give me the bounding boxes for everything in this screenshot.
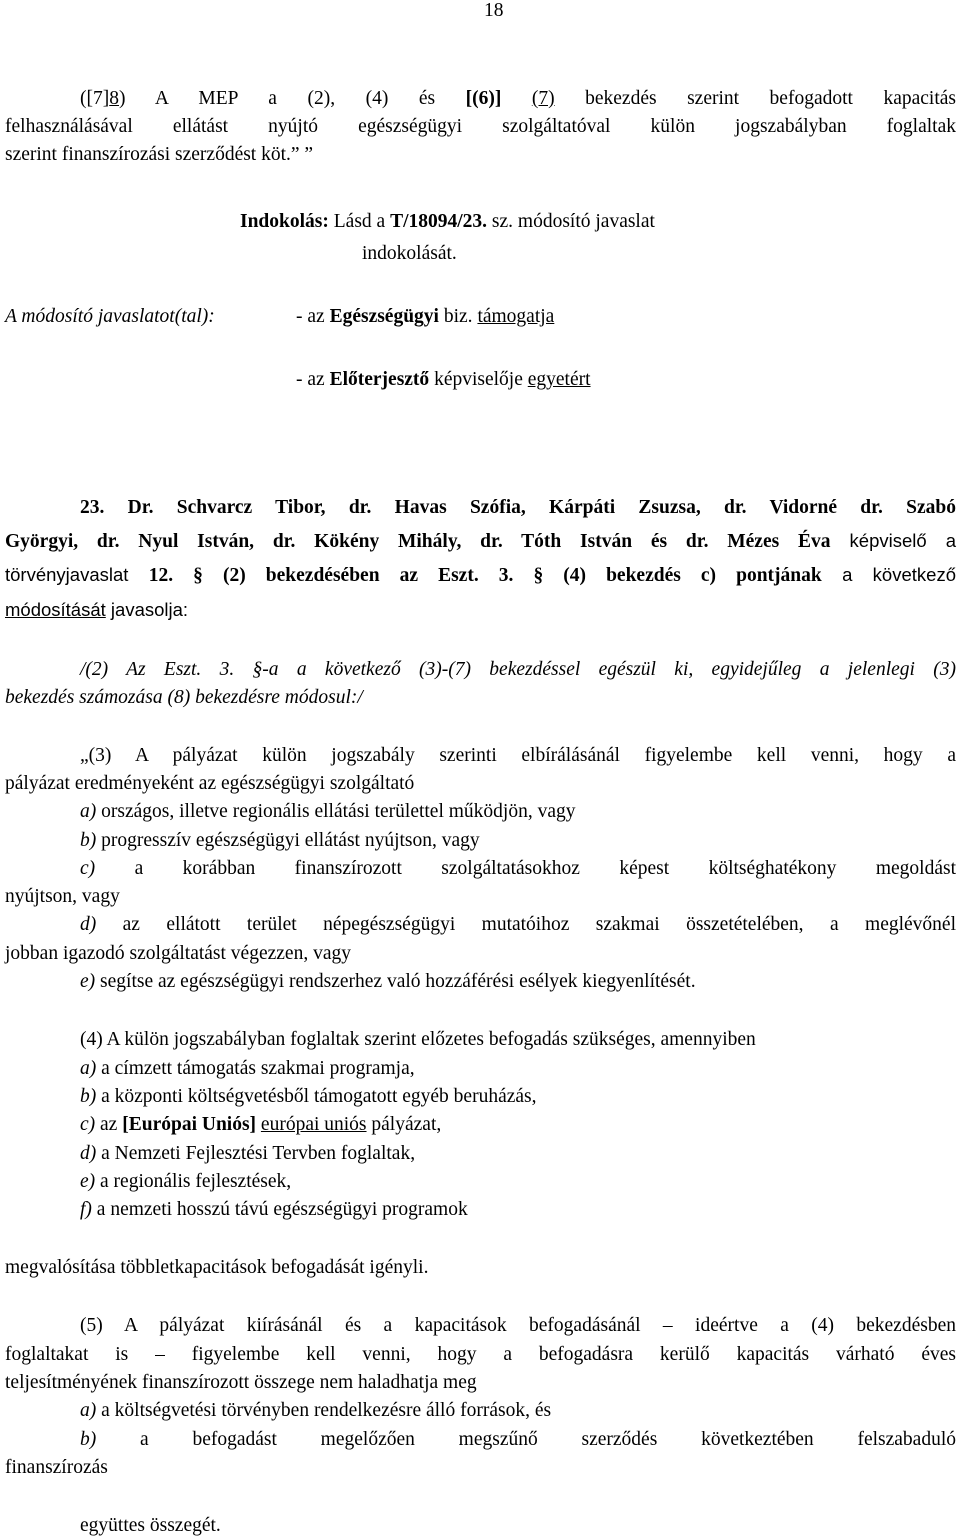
section-3-line: pályázat eredményeként az egészségügyi szolgáltató (5, 773, 415, 794)
text-run: javasolja: (105, 599, 189, 620)
section-5-line: teljesítményének finanszírozott összege nem haladhatja meg (5, 1372, 477, 1393)
list-text: a költségvetési törvényben rendelkezésre álló források, és (96, 1400, 552, 1421)
bill-reference: 12. § (2) bekezdésében az Eszt. 3. § (4) bekezdés c) pontjának (148, 565, 822, 586)
list-item-e (80, 971, 696, 993)
submitter-name: Előterjesztő (329, 369, 430, 390)
list-item-b (80, 1086, 537, 1108)
list-text: a címzett támogatás szakmai programja, (96, 1058, 415, 1079)
amendment-heading-line (5, 564, 956, 587)
list-marker: a) (80, 1400, 97, 1421)
list-marker: c) (80, 858, 96, 879)
deleted-text: [Európai Uniós] (122, 1114, 257, 1135)
section-5-line: (5) A pályázat kiírásánál és a kapacitások befogadásánál – ideértve a (4) bekezdésben (80, 1315, 956, 1336)
amendment-heading-line (5, 599, 188, 622)
list-item-b-continued: finanszírozás (5, 1457, 108, 1478)
page-number: 18 (484, 0, 504, 21)
list-item-b (80, 1429, 956, 1451)
paragraph-line (80, 88, 956, 110)
position-value: támogatja (477, 306, 555, 327)
list-text: az ellátott terület népegészségügyi mutatóihoz szakmai összetételében, a meglévőnél (96, 914, 956, 935)
list-text: a regionális fejlesztések, (95, 1171, 292, 1192)
text-run: képviselő a (830, 530, 956, 551)
list-text: országos, illetve regionális ellátási területtel működjön, vagy (96, 801, 576, 822)
section-4-closing: megvalósítása többletkapacitások befogadását igényli. (5, 1257, 429, 1278)
text-run: sz. módosító javaslat (487, 211, 655, 232)
text-run: biz. (438, 306, 478, 327)
list-marker: a) (80, 801, 97, 822)
paragraph-line: felhasználásával ellátást nyújtó egészségügyi szolgáltatóval külön jogszabályban foglaltak (5, 116, 956, 137)
list-item-a (80, 1058, 415, 1080)
list-marker: a) (80, 1058, 97, 1079)
text-run: - az (296, 369, 330, 390)
list-marker: d) (80, 914, 97, 935)
text-run: törvényjavaslat (5, 564, 149, 585)
text-run: képviselője (429, 369, 528, 390)
list-text: pályázat, (366, 1114, 442, 1135)
list-marker: d) (80, 1143, 97, 1164)
inserted-text: 8 (109, 88, 119, 109)
paragraph-line: szerint finanszírozási szerződést köt.” ” (5, 144, 314, 165)
list-text: a korábban finanszírozott szolgáltatásokhoz képest költséghatékony megoldást (95, 858, 956, 879)
editorial-note-line: bekezdés számozása (8) bekezdésre módosul:/ (5, 687, 363, 708)
list-item-a (80, 801, 576, 823)
sponsor-names: Györgyi, dr. Nyul István, dr. Kökény Mihály, dr. Tóth István és dr. Mézes Éva (5, 531, 831, 552)
list-item-d-continued: jobban igazodó szolgáltatást végezzen, vagy (5, 943, 351, 964)
section-5-closing: együttes összegét. (80, 1515, 221, 1536)
list-item-c-continued: nyújtson, vagy (5, 886, 120, 907)
text-run: a következő (821, 564, 956, 585)
list-text: a befogadást megelőzően megszűnő szerződés következtében felszabaduló (96, 1429, 956, 1450)
list-text: a Nemzeti Fejlesztési Tervben foglaltak, (96, 1143, 416, 1164)
list-marker: e) (80, 971, 96, 992)
text-run: ([7] (80, 88, 110, 109)
list-marker: b) (80, 830, 97, 851)
list-item-a (80, 1400, 551, 1422)
list-item-d (80, 914, 956, 936)
justification-line: indokolását. (362, 243, 457, 264)
text-run: - az (296, 306, 330, 327)
list-item-c (80, 1114, 441, 1136)
list-item-d (80, 1143, 415, 1165)
justification-label: Indokolás: (240, 211, 329, 232)
section-5-line: foglaltakat is – figyelembe kell venni, hogy a befogadásra kerülő kapacitás várható éves (5, 1344, 956, 1365)
committee-position (296, 306, 554, 328)
list-text: az (95, 1114, 123, 1135)
list-marker: b) (80, 1429, 97, 1450)
amendment-heading-line: 23. Dr. Schvarcz Tibor, dr. Havas Szófia, Kárpáti Zsuzsa, dr. Vidorné dr. Szabó (80, 497, 956, 518)
list-text: a központi költségvetésből támogatott egyéb beruházás, (96, 1086, 537, 1107)
text-run (501, 88, 532, 109)
amendment-label: A módosító javaslatot(tal): (5, 306, 215, 327)
submitter-position (296, 369, 591, 391)
text-run: bekezdés szerint befogadott kapacitás (554, 88, 957, 109)
text-run: módosítását (5, 599, 106, 620)
committee-name: Egészségügyi (329, 306, 439, 327)
amendment-heading-line (5, 530, 956, 553)
inserted-text: európai uniós (260, 1114, 367, 1135)
list-item-c (80, 858, 956, 880)
list-marker: f) (80, 1199, 92, 1220)
reference-number: T/18094/23. (390, 211, 488, 232)
list-marker: e) (80, 1171, 96, 1192)
inserted-text: (7) (531, 88, 555, 109)
list-item-f (80, 1199, 468, 1221)
list-item-b (80, 830, 480, 852)
deleted-text: [(6)] (465, 88, 502, 109)
list-text: segítse az egészségügyi rendszerhez való hozzáférési esélyek kiegyenlítését. (95, 971, 696, 992)
list-marker: b) (80, 1086, 97, 1107)
list-item-e (80, 1171, 291, 1193)
text-run: ) A MEP a (2), (4) és (118, 88, 466, 109)
editorial-note-line: /(2) Az Eszt. 3. §-a a következő (3)-(7) bekezdéssel egészül ki, egyidejűleg a jelenlegi (3) (80, 659, 956, 680)
section-3-line: „(3) A pályázat külön jogszabály szerinti elbírálásánál figyelembe kell venni, hogy a (80, 745, 956, 766)
list-marker: c) (80, 1114, 96, 1135)
section-4-line: (4) A külön jogszabályban foglaltak szerint előzetes befogadás szükséges, amennyiben (80, 1029, 756, 1050)
position-value: egyetért (527, 369, 591, 390)
list-text: progresszív egészségügyi ellátást nyújtson, vagy (96, 830, 480, 851)
justification-line (240, 211, 655, 233)
text-run: Lásd a (328, 211, 391, 232)
list-text: a nemzeti hosszú távú egészségügyi programok (91, 1199, 468, 1220)
